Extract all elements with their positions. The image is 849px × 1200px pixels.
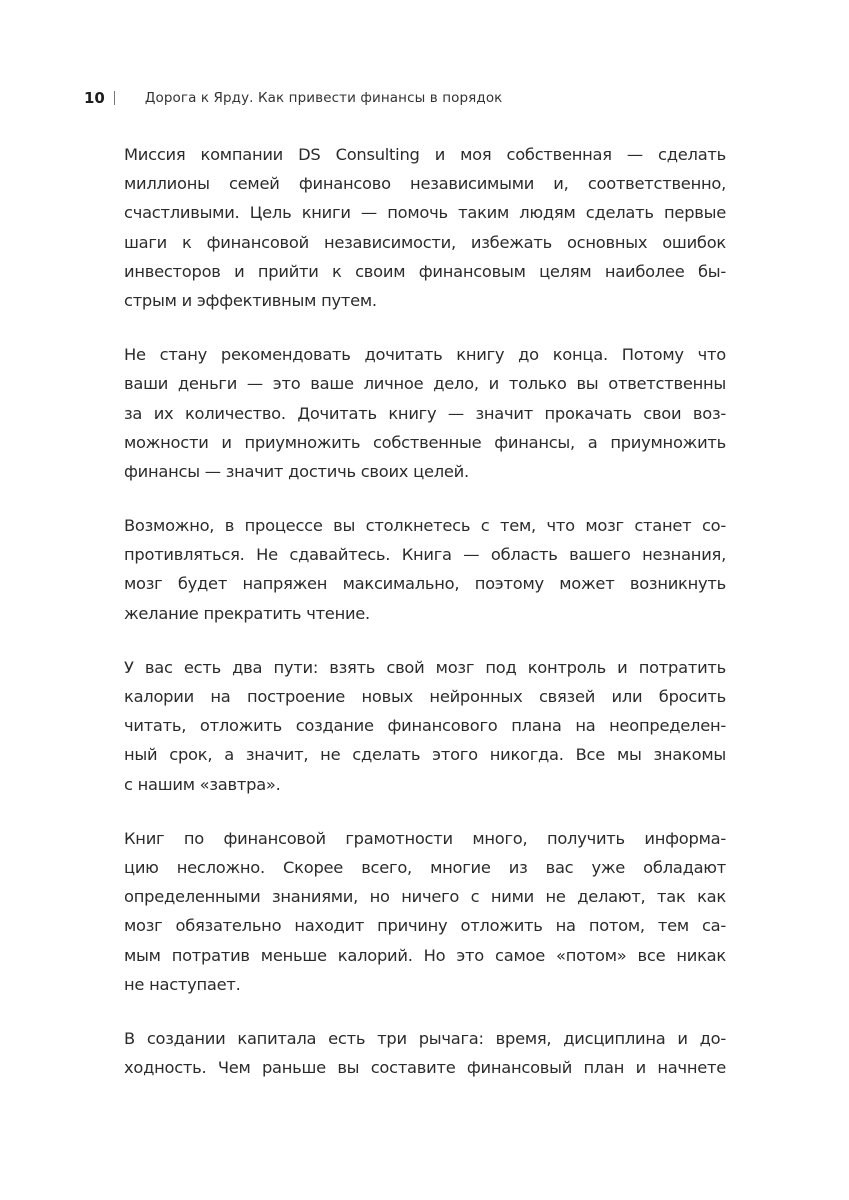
text-line: шаги к финансовой независимости, избежать основных ошибок (124, 232, 726, 252)
text-line: У вас есть два пути: взять свой мозг под контроль и потратить (124, 657, 726, 677)
text-line: стрым и эффективным путем. (124, 290, 377, 310)
text-line: можности и приумножить собственные финансы, а приумножить (124, 432, 726, 452)
paragraph (124, 1024, 726, 1082)
text-line: финансы — значит достичь своих целей. (124, 461, 469, 481)
page-number: 10 (84, 89, 105, 107)
text-line: мозг обязательно находит причину отложить на потом, тем са- (124, 916, 726, 936)
text-line: Книг по финансовой грамотности много, получить информа- (124, 828, 726, 848)
text-line: мым потратив меньше калорий. Но это самое «потом» все никак (124, 945, 726, 965)
text-line: ный срок, а значит, не сделать этого никогда. Все мы знакомы (124, 745, 726, 765)
text-line: мозг будет напряжен максимально, поэтому может возникнуть (124, 574, 726, 594)
text-line: определенными знаниями, но ничего с ними не делают, так как (124, 887, 726, 907)
paragraph (124, 340, 726, 486)
text-line: ходность. Чем раньше вы составите финансовый план и начнете (124, 1058, 726, 1078)
text-line: инвесторов и прийти к своим финансовым целям наиболее бы- (124, 261, 726, 281)
paragraph (124, 653, 726, 799)
text-line: калории на построение новых нейронных связей или бросить (124, 687, 726, 706)
text-line: читать, отложить создание финансового плана на неопределен- (124, 716, 726, 736)
text-line: счастливыми. Цель книги — помочь таким людям сделать первые (124, 203, 726, 223)
paragraph (124, 140, 726, 315)
body-text (124, 140, 726, 1107)
text-line: Возможно, в процессе вы столкнетесь с тем, что мозг станет со- (124, 516, 726, 536)
text-line: противляться. Не сдавайтесь. Книга — область вашего незнания, (124, 545, 726, 565)
paragraph (124, 824, 726, 999)
header-divider (114, 91, 115, 105)
text-line: с нашим «завтра». (124, 774, 281, 794)
text-line: В создании капитала есть три рычага: время, дисциплина и до- (124, 1028, 726, 1048)
text-line: цию несложно. Скорее всего, многие из вас уже обладают (124, 857, 726, 877)
text-line: ваши деньги — это ваше личное дело, и только вы ответственны (124, 374, 726, 394)
text-line: Не стану рекомендовать дочитать книгу до конца. Потому что (124, 345, 726, 365)
paragraph (124, 511, 726, 628)
text-line: миллионы семей финансово независимыми и, соответственно, (124, 174, 726, 194)
book-title: Дорога к Ярду. Как привести финансы в порядок (144, 90, 503, 106)
text-line: не наступает. (124, 974, 241, 994)
running-head (84, 86, 502, 110)
text-line: Миссия компании DS Consulting и моя собственная — сделать (124, 145, 726, 164)
text-line: за их количество. Дочитать книгу — значит прокачать свои воз- (124, 403, 726, 423)
text-line: желание прекратить чтение. (124, 603, 370, 623)
